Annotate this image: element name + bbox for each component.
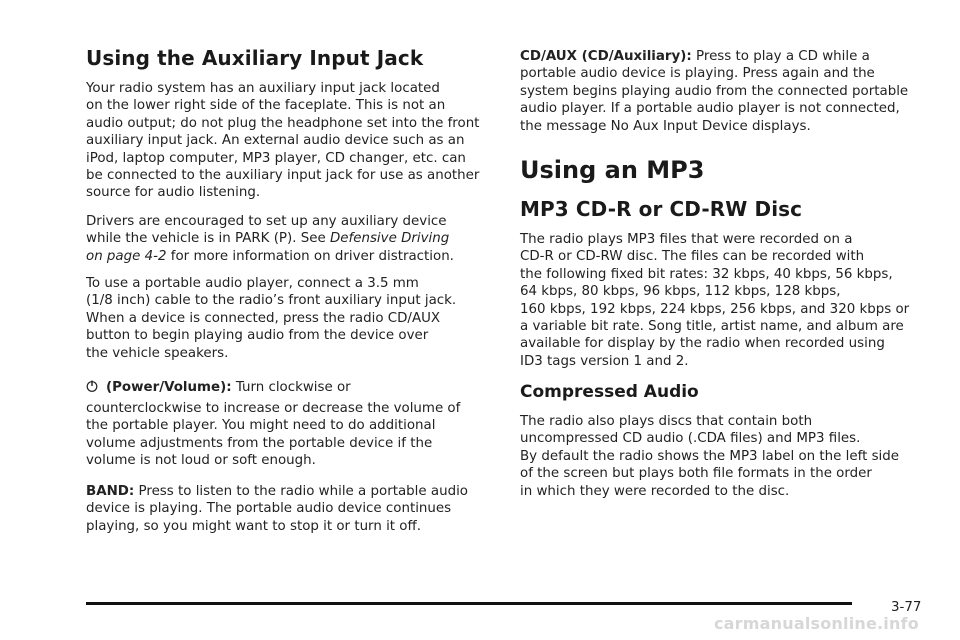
driver-distraction-text-a: Drivers are encouraged to set up any auxiliary device while the vehicle is in PARK (P). See — [86, 214, 447, 247]
power-volume-label: (Power/Volume): — [106, 380, 232, 395]
cd-aux-text: Press to play a CD while a portable audio device is playing. Press again and the system begins playing audio from the connected portable audio player. If a portable audio player is not connected, the message No Aux Input Device displays. — [520, 49, 909, 134]
defensive-driving-link[interactable]: Defensive Driving on page 4-2 — [86, 231, 450, 264]
power-volume-paragraph: counterclockwise to increase or decrease the volume of the portable player. You might need to do additional volume adjustments from the portable device if the volume is not loud or soft enough. — [86, 401, 461, 469]
watermark: carmanualsonline.info — [714, 614, 919, 633]
power-icon — [86, 380, 98, 392]
power-volume-first-line — [86, 379, 506, 396]
aux-jack-paragraph: Your radio system has an auxiliary input jack located on the lower right side of the faceplate. This is not an audio output; do not plug the headphone set into the front auxiliary input jack. An external audio device such as an iPod, laptop computer, MP3 player, CD changer, etc. can be connected to the auxiliary input jack for use as another source for audio listening. — [86, 81, 480, 201]
section-heading-using-mp3: Using an MP3 — [520, 156, 705, 184]
band-text: Press to listen to the radio while a portable audio device is playing. The portable audio device continues playing, so you might want to stop it or turn it off. — [86, 484, 468, 534]
subheading-compressed-audio: Compressed Audio — [520, 382, 699, 402]
driver-distraction-paragraph — [86, 213, 506, 265]
cd-aux-label: CD/AUX (CD/Auxiliary): — [520, 49, 692, 64]
power-volume-text-first: Turn clockwise or — [235, 380, 351, 395]
section-heading-aux-jack: Using the Auxiliary Input Jack — [86, 46, 424, 70]
band-label: BAND: — [86, 484, 135, 499]
mp3-disc-paragraph: The radio plays MP3 files that were recorded on a CD-R or CD-RW disc. The files can be recorded with the following fixed bit rates: 32 kbps, 40 kbps, 56 kbps, 64 kbps, 80 kbps, 96 kbps, 112 kbps, 128 kbps, 160 kbps, 192 kbps, 224 kbps, 256 kbps, and 320 kbps or a variable bit rate. Song title, artist name, and album are available for display by the radio when recorded using ID3 tags version 1 and 2. — [520, 232, 910, 369]
subheading-mp3-disc: MP3 CD-R or CD-RW Disc — [520, 197, 803, 221]
page-number: 3-77 — [891, 600, 922, 615]
driver-distraction-text-b: for more information on driver distraction. — [166, 248, 454, 264]
footer-rule — [86, 602, 852, 605]
portable-player-paragraph: To use a portable audio player, connect a 3.5 mm (1/8 inch) cable to the radio’s front auxiliary input jack. When a device is connected, press the radio CD/AUX button to begin playing audio from the device over the vehicle speakers. — [86, 276, 457, 361]
band-paragraph — [86, 483, 506, 535]
compressed-audio-paragraph: The radio also plays discs that contain both uncompressed CD audio (.CDA files) and MP3 files. By default the radio shows the MP3 label on the left side of the screen but plays both file formats in the order in which they were recorded to the disc. — [520, 414, 900, 499]
cd-aux-paragraph — [520, 48, 940, 135]
